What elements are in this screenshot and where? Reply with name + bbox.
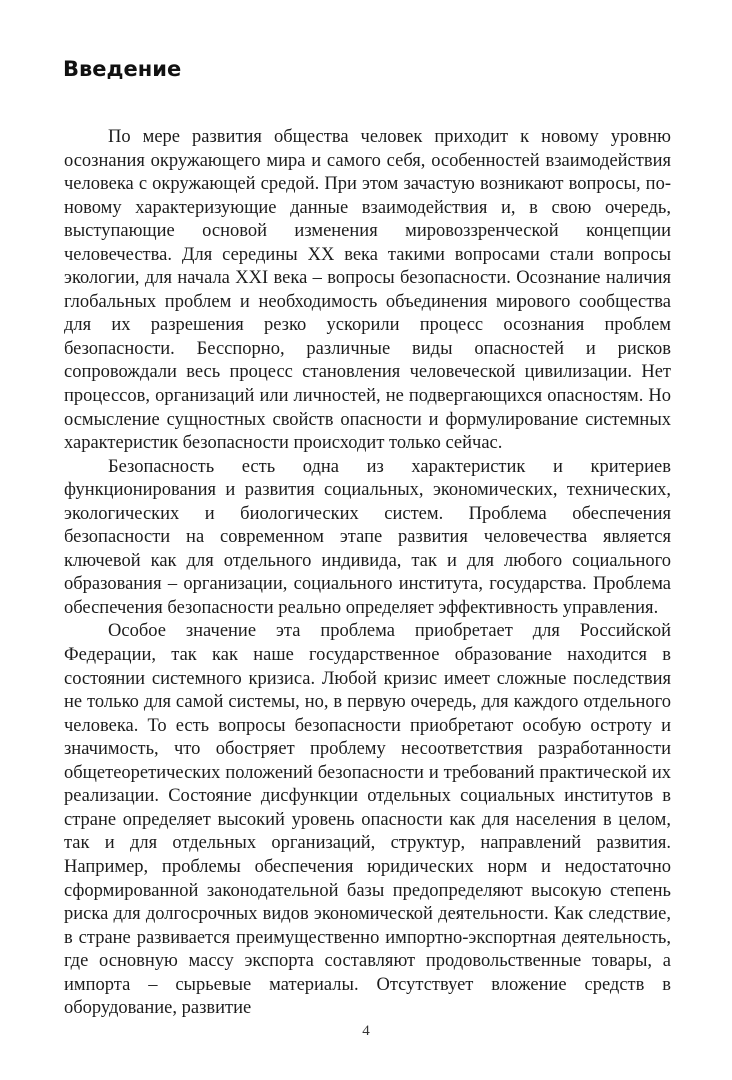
paragraph-1: По мере развития общества человек приходит к новому уровню осознания окружающего мира и самого себя, особенностей взаимодействия человека с окружающей средой. При этом зачастую возникают вопросы, по-новому характеризующие данные взаимодействия и, в свою очередь, выступающие основой изменения мировоззренческой концепции человечества. Для середины XX века такими вопросами стали вопросы экологии, для начала XXI века – вопросы безопасности. Осознание наличия глобальных проблем и необходимость объединения мирового сообщества для их разрешения резко ускорили процесс осознания проблем безопасности. Бесспорно, различные виды опасностей и рисков сопровождали весь процесс становления человеческой цивилизации. Нет процессов, организаций или личностей, не подвергающихся опасностям. Но осмысление сущностных свойств опасности и формулирование системных характеристик безопасности происходит только сейчас.	[64, 127, 671, 454]
page-number: 4	[362, 1023, 370, 1039]
page-title: Введение	[63, 57, 182, 81]
paragraph-3: Особое значение эта проблема приобретает для Российской Федерации, так как наше государственное образование находится в состоянии системного кризиса. Любой кризис имеет сложные последствия не только для самой системы, но, в первую очередь, для каждого отдельного человека. То есть вопросы безопасности приобретают особую остроту и значимость, что обостряет проблему несоответствия разработанности общетеоретических положений безопасности и требований практической их реализации. Состояние дисфункции отдельных социальных институтов в стране определяет высокий уровень опасности как для населения в целом, так и для отдельных организаций, структур, направлений развития. Например, проблемы обеспечения юридических норм и недостаточно сформированной законодательной базы предопределяют высокую степень риска для долгосрочных видов экономической деятельности. Как следствие, в стране развивается преимущественно импортно-экспортная деятельность, где основную массу экспорта составляют продовольственные товары, а импорта – сырьевые материалы. Отсутствует вложение средств в оборудование, развитие	[64, 621, 671, 1019]
document-body	[64, 126, 671, 1021]
paragraph-2: Безопасность есть одна из характеристик и критериев функционирования и развития социальных, экономических, технических, экологических и биологических систем. Проблема обеспечения безопасности на современном этапе развития человечества является ключевой как для отдельного индивида, так и для любого социального образования – организации, социального института, государства. Проблема обеспечения безопасности реально определяет эффективность управления.	[64, 456, 671, 618]
